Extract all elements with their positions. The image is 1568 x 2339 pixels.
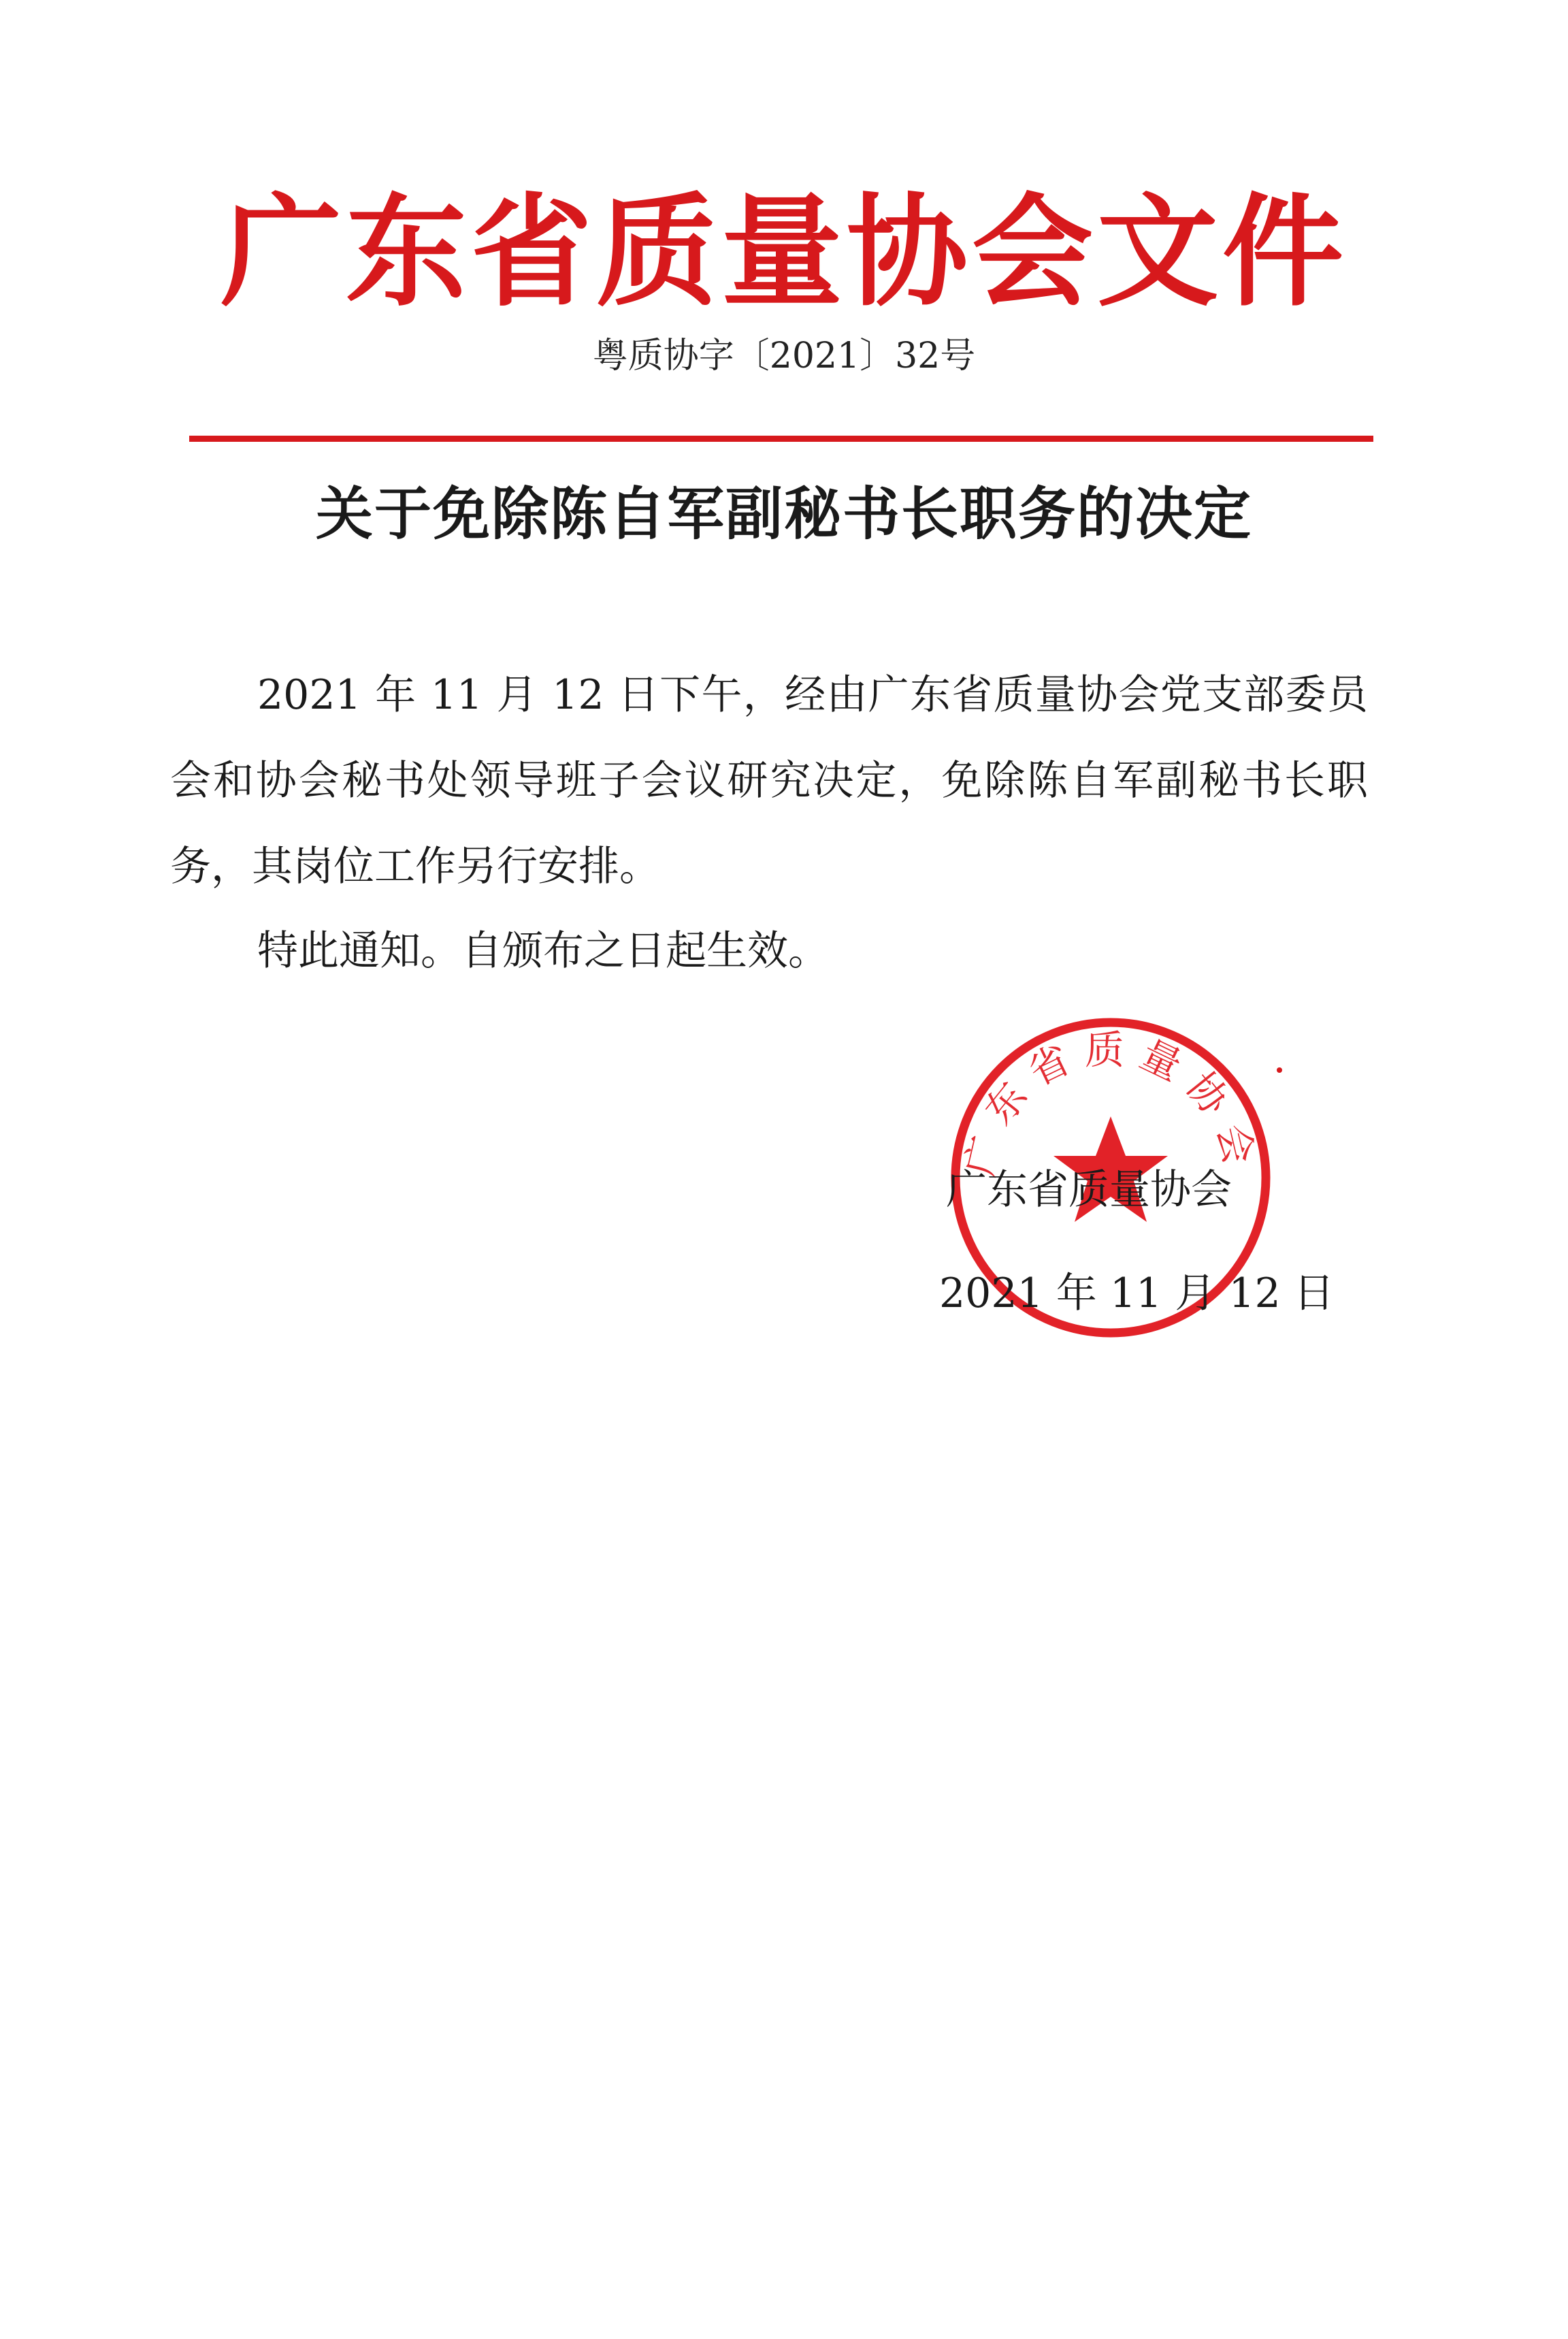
document-header-title: 广东省质量协会文件 bbox=[220, 180, 1348, 323]
document-title: 关于免除陈自军副秘书长职务的决定 bbox=[315, 481, 1252, 547]
body-paragraph-2: 特此通知。自颁布之日起生效。 bbox=[257, 927, 829, 975]
body-paragraph-1: 2021 年 11 月 12 日下午，经由广东省质量协会党支部委员会和协会秘书处领导班子会议研究决定，免除陈自军副秘书长职务，其岗位工作另行安排。 bbox=[170, 671, 1368, 890]
signature-date: 2021 年 11 月 12 日 bbox=[939, 1270, 1335, 1317]
seal-text: 广东省质量协会 bbox=[956, 1027, 1265, 1181]
document-number: 粤质协字〔2021〕32号 bbox=[592, 336, 976, 376]
header-red-rule bbox=[189, 436, 1373, 442]
signature-organization: 广东省质量协会 bbox=[946, 1166, 1232, 1214]
seal-ink-speck bbox=[1277, 1067, 1282, 1073]
